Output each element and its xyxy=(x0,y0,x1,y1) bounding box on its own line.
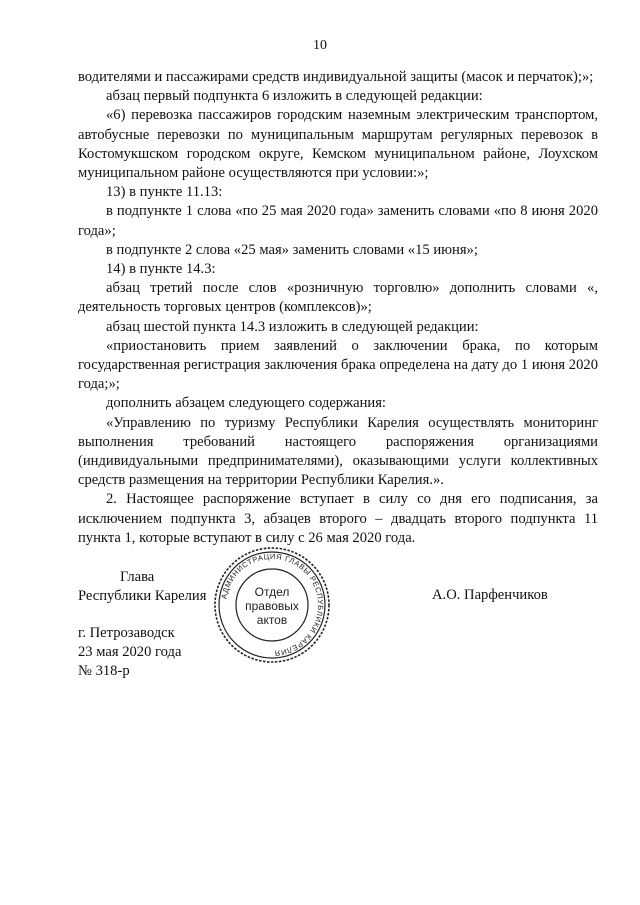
body-paragraph: 2. Настоящее распоряжение вступает в силу со дня его подписания, за исключением подпункта 3, абзацев второго – двадцать второго подпункта 11 пункта 1, которые вступают в силу с 26 мая 2020 года. xyxy=(78,491,598,546)
signatory-title-line1: Глава xyxy=(120,569,155,585)
stamp-line1: Отдел xyxy=(254,585,290,599)
body-paragraph: абзац шестой пункта 14.3 изложить в следующей редакции: xyxy=(106,318,479,335)
body-paragraph: водителями и пассажирами средств индивидуальной защиты (масок и перчаток);»; xyxy=(78,69,594,85)
body-paragraph: в подпункте 2 слова «25 мая» заменить словами «15 июня»; xyxy=(106,241,478,258)
body-paragraph: «6) перевозка пассажиров городским наземным электрическим транспортом, автобусные перевозки по муниципальным маршрутам регулярных перевозок в Костомукшском городском округе, Кемском муниципальном районе, Лоухском муниципальном районе осуществляются при условии:»; xyxy=(78,107,598,182)
document-number: № 318-р xyxy=(78,663,130,679)
document-city: г. Петрозаводск xyxy=(78,625,175,641)
official-stamp xyxy=(212,545,332,665)
stamp-line2: правовых xyxy=(245,599,299,613)
signatory-name: А.О. Парфенчиков xyxy=(432,587,548,603)
document-body xyxy=(78,68,598,548)
page-number: 10 xyxy=(313,38,327,53)
stamp-line3: актов xyxy=(256,613,288,627)
body-paragraph: «приостановить прием заявлений о заключении брака, по которым государственная регистрация заключения брака определена на дату до 1 июня 2020 года;»; xyxy=(78,337,598,393)
document-date: 23 мая 2020 года xyxy=(78,644,182,660)
body-paragraph: абзац первый подпункта 6 изложить в следующей редакции: xyxy=(106,88,483,105)
signatory-title xyxy=(78,568,206,606)
body-paragraph: абзац третий после слов «розничную торговлю» дополнить словами «, деятельность торговых центров (комплексов)»; xyxy=(78,280,598,316)
body-paragraph: дополнить абзацем следующего содержания: xyxy=(106,395,386,412)
body-paragraph: «Управлению по туризму Республики Карелия осуществлять мониторинг выполнения требований настоящего распоряжения организациями (индивидуальными предпринимателями), оказывающими услуги коллективных средств размещения на территории Республики Карелия.». xyxy=(78,414,598,489)
body-paragraph: 13) в пункте 11.13: xyxy=(106,184,223,201)
body-paragraph: в подпункте 1 слова «по 25 мая 2020 года» заменить словами «по 8 июня 2020 года»; xyxy=(78,203,598,239)
signatory-title-line2: Республики Карелия xyxy=(78,588,207,604)
body-paragraph: 14) в пункте 14.3: xyxy=(106,261,216,278)
stamp-ring-text: АДМИНИСТРАЦИЯ ГЛАВЫ РЕСПУБЛИКИ КАРЕЛИЯ xyxy=(219,551,326,659)
document-requisites xyxy=(78,624,181,681)
